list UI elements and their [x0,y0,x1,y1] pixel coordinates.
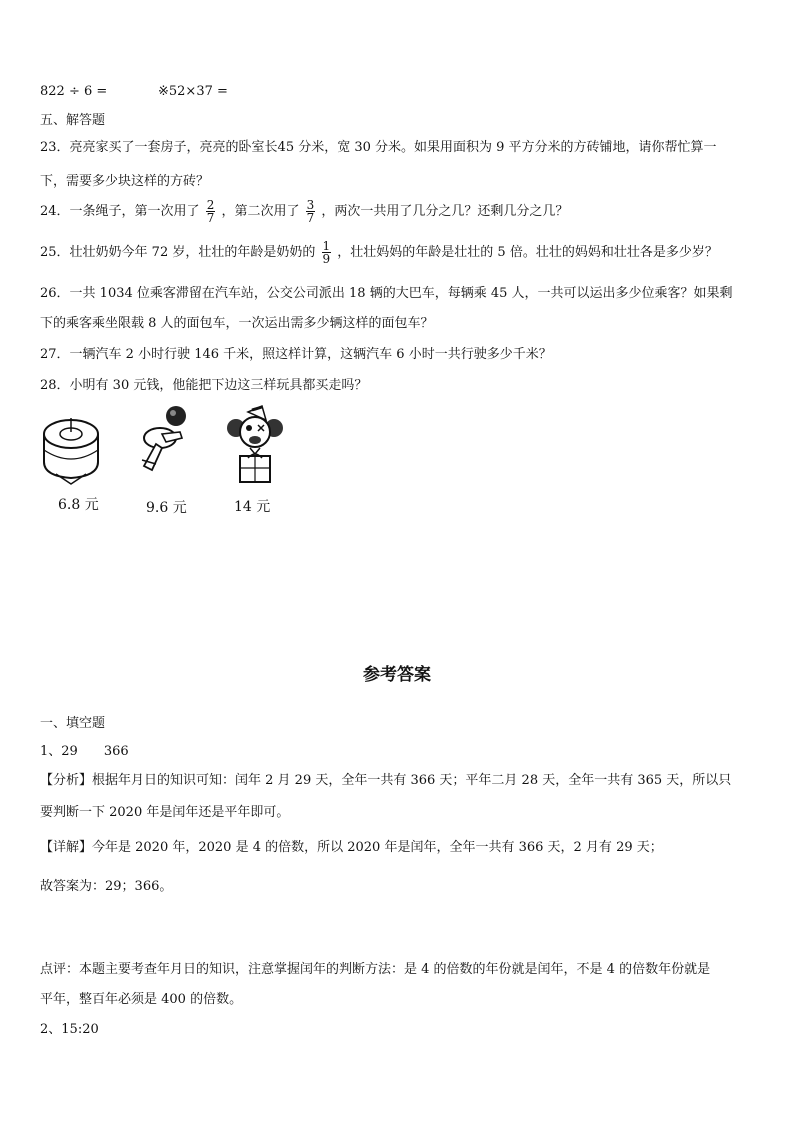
analysis-line2: 要判断一下 2020 年是闰年还是平年即可。 [40,805,290,820]
comment-line1: 点评：本题主要考查年月日的知识，注意掌握闰年的判断方法：是 4 的倍数的年份就是闰年，不是 4 的倍数年份就是 [40,962,711,977]
calc-52x37: ※52×37 = [158,84,228,99]
spinning-top-icon [38,410,104,485]
q26-line1: 26．一共 1034 位乘客滞留在汽车站，公交公司派出 18 辆的大巴车，每辆乘 45 人，一共可以运出多少位乘客？如果剩 [40,286,733,301]
q24 [40,199,568,224]
section-heading-5: 五、解答题 [40,113,106,128]
answers-title: 参考答案 [363,665,431,685]
fraction-num: 2 [206,198,215,212]
analysis-line1: 【分析】根据年月日的知识可知：闰年 2 月 29 天，全年一共有 366 天；平年二月 28 天，全年一共有 365 天，所以只 [40,773,732,788]
toy-gun-icon [132,404,194,476]
fraction-1-9 [322,240,332,265]
price-clown-box: 14 元 [234,499,271,515]
price-spinning-top: 6.8 元 [58,497,99,513]
calc-822: 822 ÷ 6 = [40,84,108,99]
fraction-den: 7 [306,211,315,225]
q24-text-c: ，两次一共用了几分之几？还剩几分之几？ [321,204,569,219]
fraction-den: 9 [322,252,331,266]
q24-text-a: 24．一条绳子，第一次用了 [40,204,200,219]
q25 [40,240,718,265]
fraction-3-7 [306,199,316,224]
detail: 【详解】今年是 2020 年，2020 是 4 的倍数，所以 2020 年是闰年，全年一共有 366 天，2 月有 29 天； [40,840,663,855]
q24-text-b: ，第二次用了 [221,204,300,219]
q25-text-b: ，壮壮妈妈的年龄是壮壮的 5 倍。壮壮的妈妈和壮壮各是多少岁？ [337,245,718,260]
fraction-den: 7 [206,211,215,225]
q26-line2: 下的乘客乘坐限载 8 人的面包车，一次运出需多少辆这样的面包车？ [40,316,434,331]
fraction-2-7 [206,199,216,224]
q25-text-a: 25．壮壮奶奶今年 72 岁，壮壮的年龄是奶奶的 [40,245,316,260]
comment-line2: 平年，整百年必须是 400 的倍数。 [40,992,243,1007]
fraction-num: 1 [322,239,331,253]
q28: 28．小明有 30 元钱，他能把下边这三样玩具都买走吗？ [40,378,368,393]
q27: 27．一辆汽车 2 小时行驶 146 千米，照这样计算，这辆汽车 6 小时一共行驶多少千米？ [40,347,552,362]
answer-1: 1、29 366 [40,744,129,759]
clown-box-icon [222,404,288,488]
answer-2: 2、15:20 [40,1022,99,1037]
q23-line1: 23．亮亮家买了一套房子，亮亮的卧室长45 分米，宽 30 分米。如果用面积为 9 平方分米的方砖铺地，请你帮忙算一 [40,140,717,155]
conclusion: 故答案为：29；366。 [40,879,173,894]
q23-line2: 下，需要多少块这样的方砖？ [40,174,210,189]
fraction-num: 3 [306,198,315,212]
price-toy-gun: 9.6 元 [146,500,187,516]
section-heading-1: 一、填空题 [40,716,106,731]
